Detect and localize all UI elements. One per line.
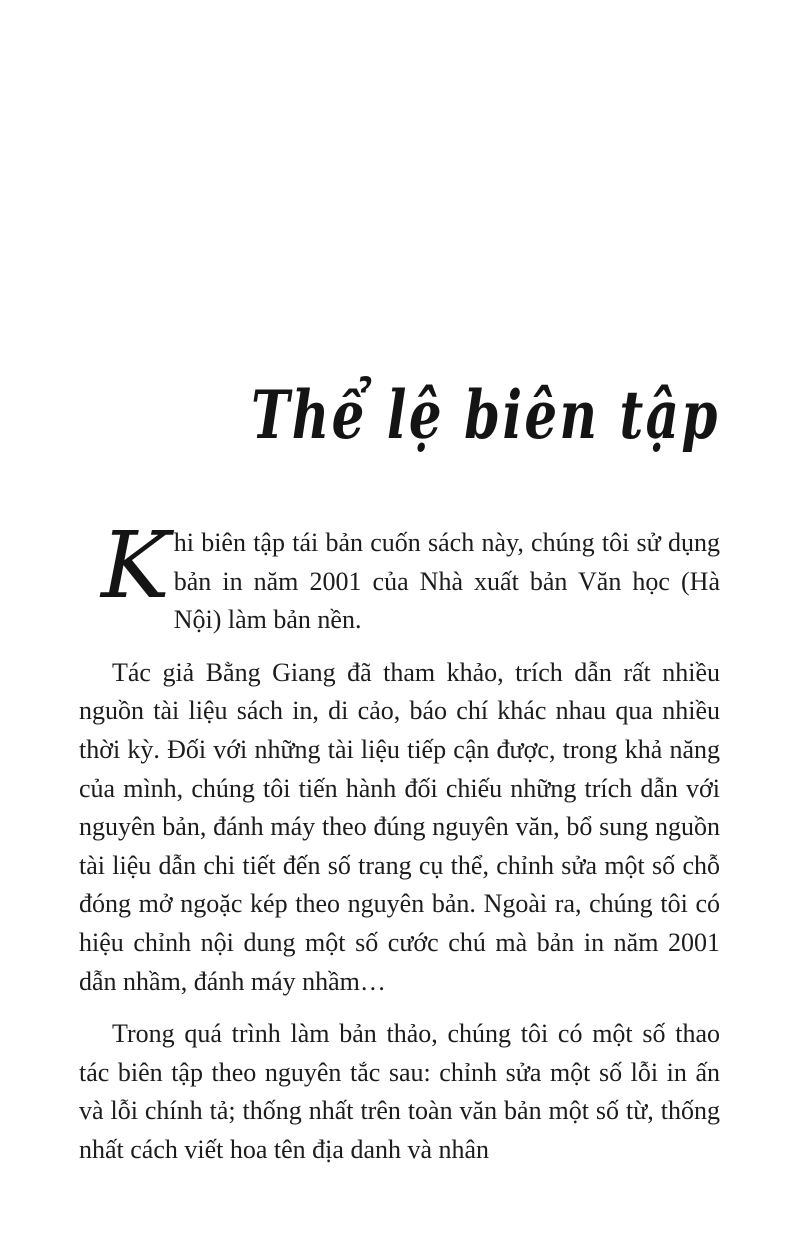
body-text (79, 512, 720, 1184)
drop-cap: K (101, 512, 170, 619)
paragraph-2: Tác giả Bằng Giang đã tham khảo, trích dẫn rất nhiều nguồn tài liệu sách in, di cảo, báo chí khác nhau qua nhiều thời kỳ. Đối với những tài liệu tiếp cận được, trong khả năng của mình, chúng tôi tiến hành đối chiếu những trích dẫn với nguyên bản, đánh máy theo đúng nguyên văn, bổ sung nguồn tài liệu dẫn chi tiết đến số trang cụ thể, chỉnh sửa một số chỗ đóng mở ngoặc kép theo nguyên bản. Ngoài ra, chúng tôi có hiệu chỉnh nội dung một số cước chú mà bản in năm 2001 dẫn nhầm, đánh máy nhầm… (79, 657, 720, 996)
paragraph-1-text: hi biên tập tái bản cuốn sách này, chúng tôi sử dụng bản in năm 2001 của Nhà xuất bản Văn học (Hà Nội) làm bản nền. (173, 528, 720, 635)
paragraph-3: Trong quá trình làm bản thảo, chúng tôi có một số thao tác biên tập theo nguyên tắc sau: chỉnh sửa một số lỗi in ấn và lỗi chính tả; thống nhất trên toàn văn bản một số từ, thống nhất cách viết hoa tên địa danh và nhân (79, 1019, 720, 1164)
chapter-title: Thể lệ biên tập (251, 376, 720, 455)
paragraph-1 (79, 512, 720, 640)
